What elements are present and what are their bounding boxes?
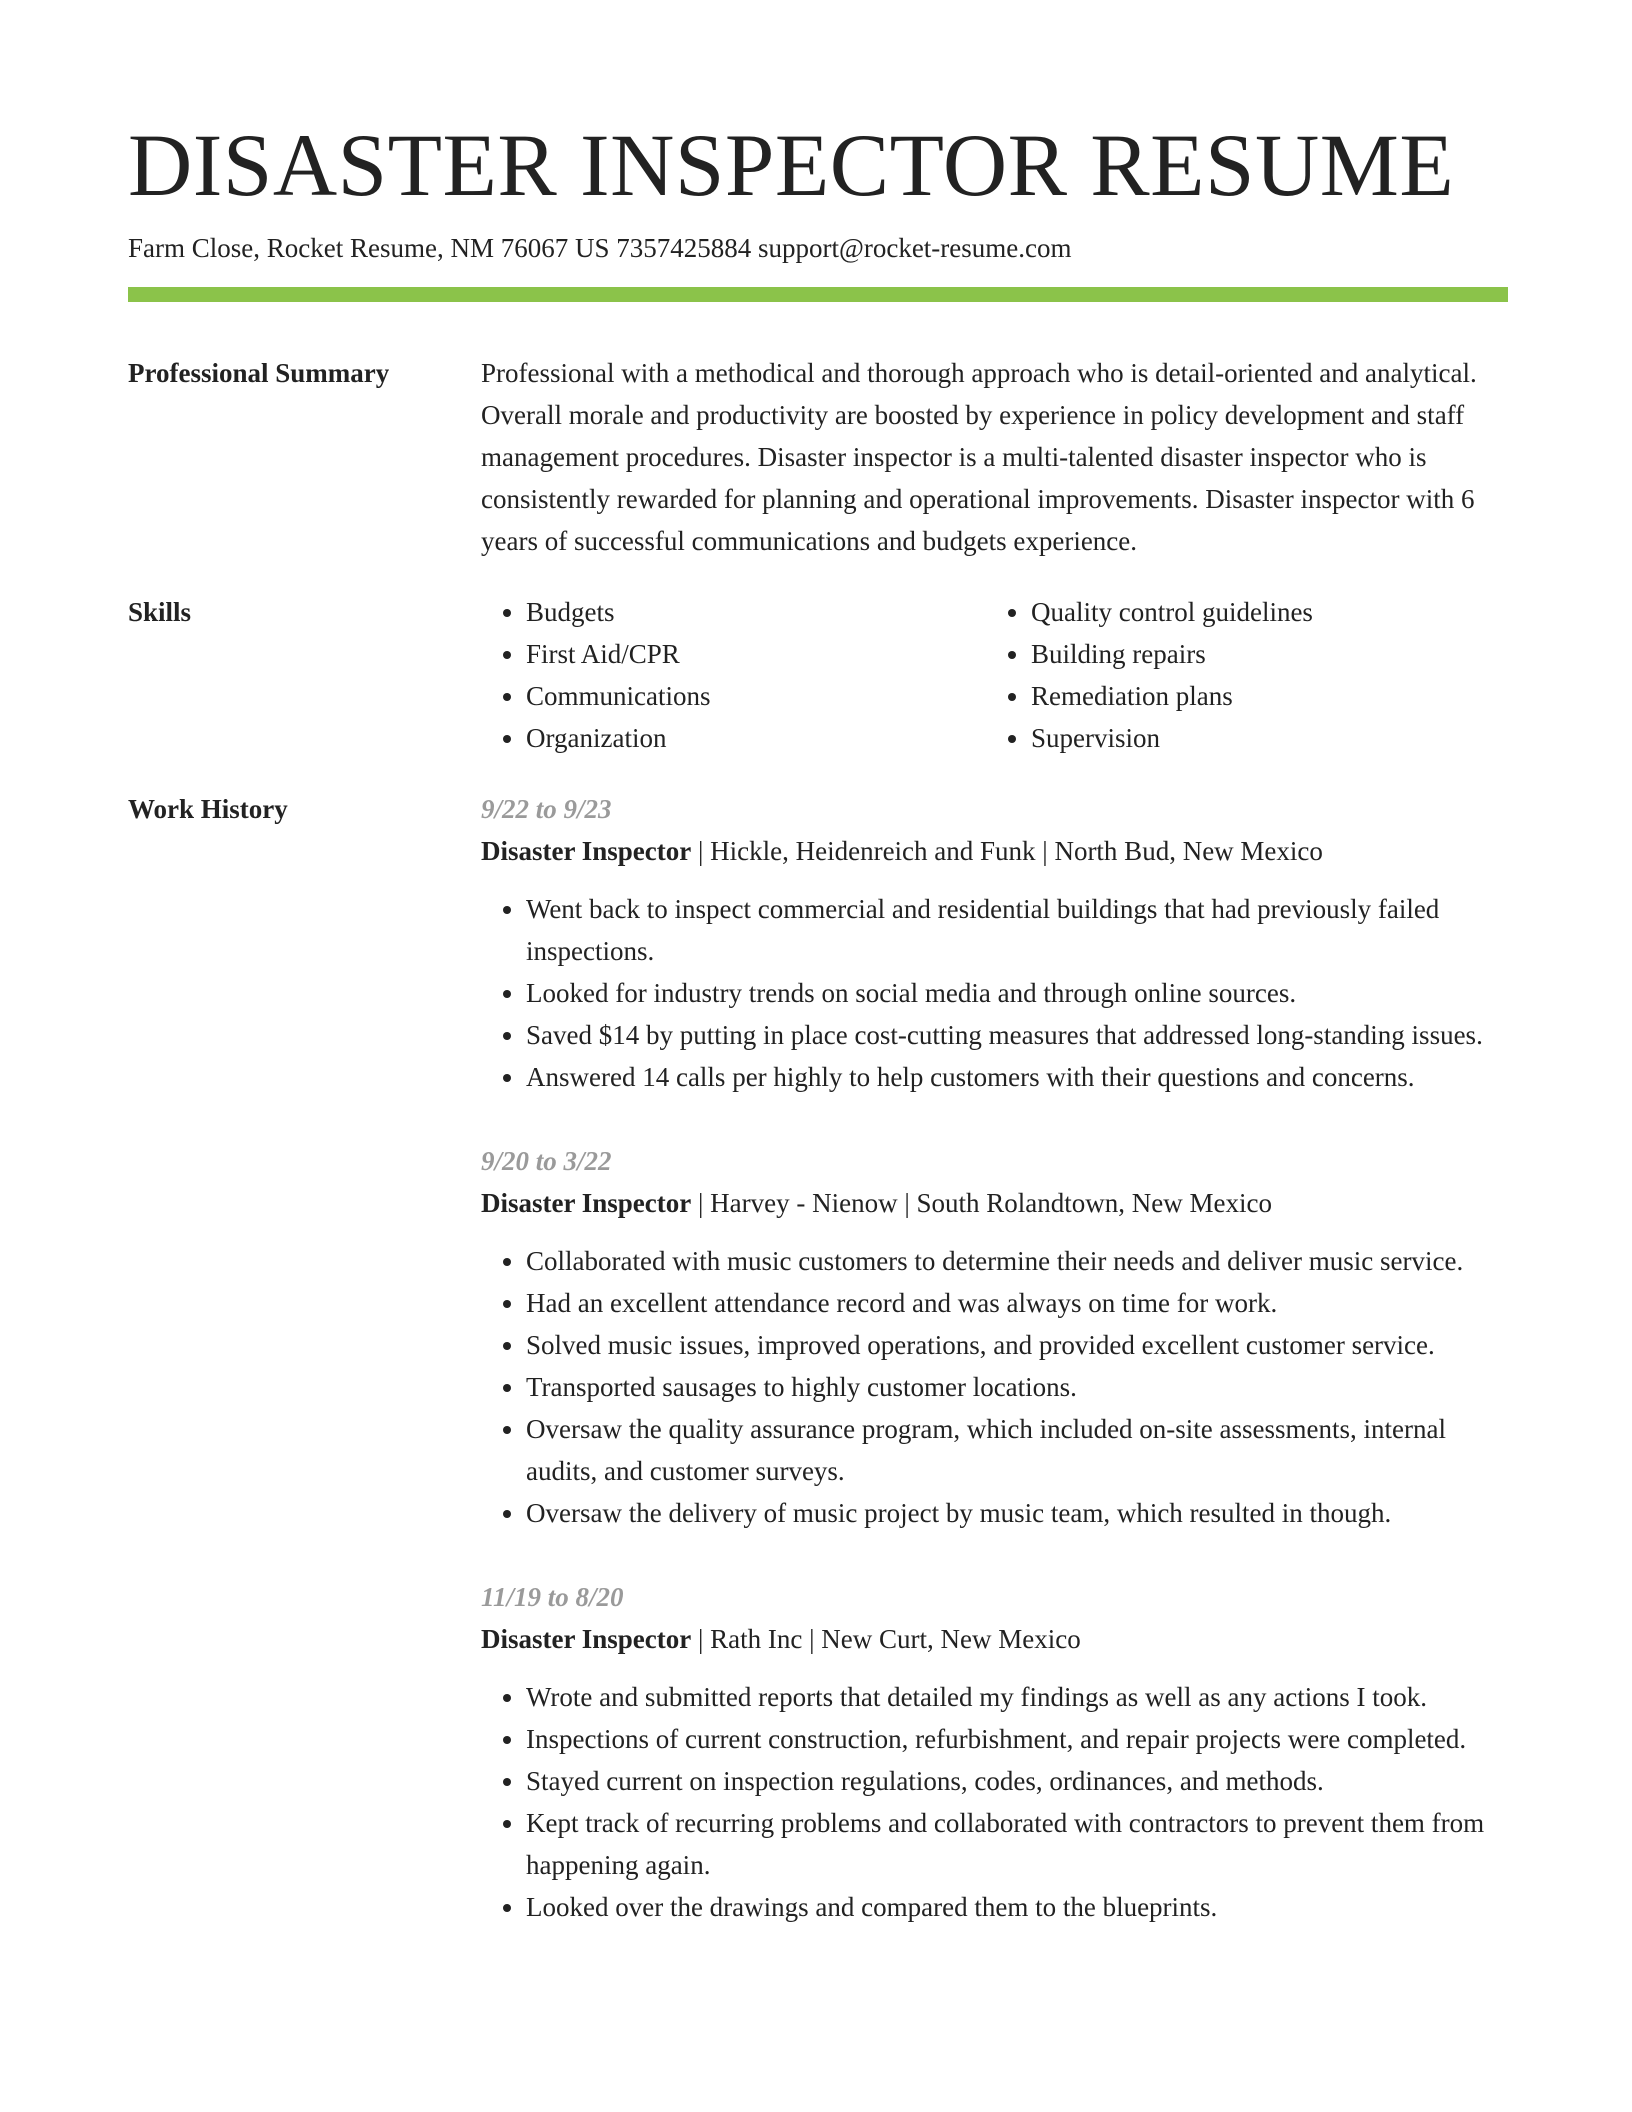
resume-sections xyxy=(128,352,1508,1957)
job-details: | Rath Inc | New Curt, New Mexico xyxy=(691,1624,1081,1654)
job-title: Disaster Inspector xyxy=(481,1624,692,1654)
job-heading xyxy=(481,1618,1508,1660)
work-history-section xyxy=(128,788,1508,1928)
job-bullet: • Wrote and submitted reports that detailed my findings as well as any actions I took. xyxy=(526,1676,1508,1718)
job-title: Disaster Inspector xyxy=(481,1188,692,1218)
job-details: | Hickle, Heidenreich and Funk | North Bud, New Mexico xyxy=(691,836,1323,866)
job-bullet: • Inspections of current construction, refurbishment, and repair projects were completed. xyxy=(526,1718,1508,1760)
job-dates: 9/22 to 9/23 xyxy=(481,794,612,824)
job-bullet: • Oversaw the delivery of music project by music team, which resulted in though. xyxy=(526,1492,1508,1534)
contact-line xyxy=(128,232,1072,264)
summary-text: Professional with a methodical and thorough approach who is detail-oriented and analytical. Overall morale and productivity are boosted by experience in policy development and staff management procedures. Disaster inspector is a multi-talented disaster inspector who is consistently rewarded for planning and operational improvements. Disaster inspector with 6 years of successful communications and budgets experience. xyxy=(481,358,1477,556)
summary-body xyxy=(481,352,1508,562)
job-dates: 9/20 to 3/22 xyxy=(481,1146,612,1176)
job-bullet: • Kept track of recurring problems and collaborated with contractors to prevent them from happening again. xyxy=(526,1802,1508,1886)
skill-item: • Budgets xyxy=(526,591,986,633)
job-bullets xyxy=(481,1676,1508,1928)
skills-body xyxy=(481,591,1508,759)
skills-section xyxy=(128,591,1508,759)
job-bullet: • Answered 14 calls per highly to help customers with their questions and concerns. xyxy=(526,1056,1508,1098)
professional-summary-section xyxy=(128,352,1508,562)
job-bullet: • Looked for industry trends on social media and through online sources. xyxy=(526,972,1508,1014)
job-dates: 11/19 to 8/20 xyxy=(481,1582,624,1612)
job-bullet: • Solved music issues, improved operations, and provided excellent customer service. xyxy=(526,1324,1508,1366)
job-entry xyxy=(481,1140,1508,1534)
job-bullet: • Went back to inspect commercial and residential buildings that had previously failed inspections. xyxy=(526,888,1508,972)
skills-list-right xyxy=(986,591,1491,759)
job-bullet: • Saved $14 by putting in place cost-cutting measures that addressed long-standing issues. xyxy=(526,1014,1508,1056)
job-bullet: • Looked over the drawings and compared them to the blueprints. xyxy=(526,1886,1508,1928)
skill-item: • Building repairs xyxy=(1031,633,1491,675)
work-history-body xyxy=(481,788,1508,1928)
section-label-work-history: Work History xyxy=(128,794,288,824)
skill-item: • First Aid/CPR xyxy=(526,633,986,675)
job-bullet: • Had an excellent attendance record and was always on time for work. xyxy=(526,1282,1508,1324)
skill-item: • Communications xyxy=(526,675,986,717)
section-label-summary: Professional Summary xyxy=(128,358,390,388)
header-divider xyxy=(128,287,1508,302)
skill-item: • Remediation plans xyxy=(1031,675,1491,717)
job-entry xyxy=(481,788,1508,1098)
job-bullet: • Stayed current on inspection regulations, codes, ordinances, and methods. xyxy=(526,1760,1508,1802)
job-bullet: • Oversaw the quality assurance program, which included on-site assessments, internal audits, and customer surveys. xyxy=(526,1408,1508,1492)
contact-phone: 7357425884 xyxy=(616,233,752,263)
skill-item: • Supervision xyxy=(1031,717,1491,759)
job-title: Disaster Inspector xyxy=(481,836,692,866)
job-bullets xyxy=(481,888,1508,1098)
job-bullet: • Transported sausages to highly customer locations. xyxy=(526,1366,1508,1408)
resume-title: DISASTER INSPECTOR RESUME xyxy=(128,117,1455,215)
contact-address: Farm Close, Rocket Resume, NM 76067 US xyxy=(128,233,610,263)
job-bullet: • Collaborated with music customers to determine their needs and deliver music service. xyxy=(526,1240,1508,1282)
skill-item: • Organization xyxy=(526,717,986,759)
section-label-skills: Skills xyxy=(128,597,192,627)
skill-item: • Quality control guidelines xyxy=(1031,591,1491,633)
contact-email: support@rocket-resume.com xyxy=(757,233,1072,263)
job-details: | Harvey - Nienow | South Rolandtown, New Mexico xyxy=(691,1188,1272,1218)
skills-list-left xyxy=(481,591,986,759)
job-heading xyxy=(481,1182,1508,1224)
job-heading xyxy=(481,830,1508,872)
job-bullets xyxy=(481,1240,1508,1534)
job-entry xyxy=(481,1576,1508,1928)
